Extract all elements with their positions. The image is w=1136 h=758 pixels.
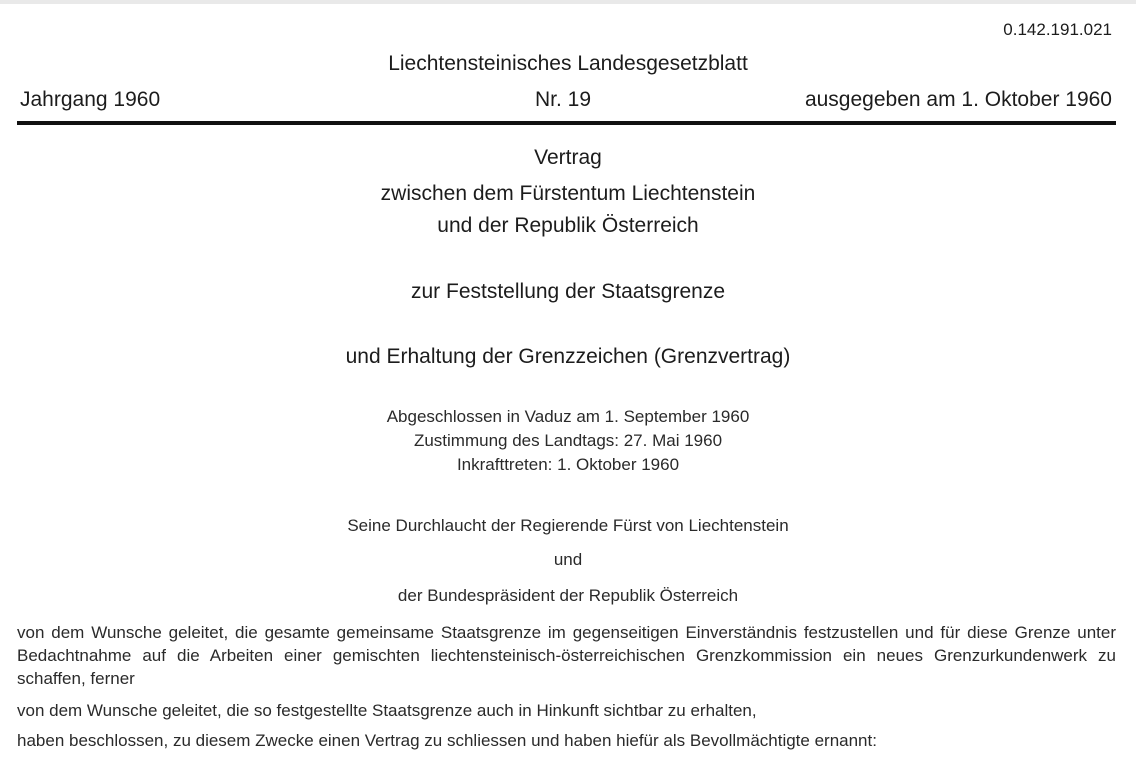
gazette-title: Liechtensteinisches Landesgesetzblatt [388, 52, 748, 75]
treaty-title-line5: und Erhaltung der Grenzzeichen (Grenzvertrag) [345, 345, 791, 368]
issue-row [20, 88, 1112, 114]
issue-number: Nr. 19 [535, 88, 592, 111]
preamble-paragraph-1: von dem Wunsche geleitet, die gesamte gemeinsame Staatsgrenze im gegenseitigen Einverständnis festzustellen und für diese Grenze unter Bedachtnahme auf die Arbeiten einer gemischten liechtensteinisch-österreichischen Grenzkommission ein neues Grenzurkundenwerk zu schaffen, ferner [17, 623, 1116, 688]
preamble-paragraph-3: haben beschlossen, zu diesem Zwecke einen Vertrag zu schliessen und haben hiefür als Bevollmächtigte ernannt: [17, 731, 877, 750]
treaty-title-line4: zur Feststellung der Staatsgrenze [411, 280, 725, 303]
approval-date: Zustimmung des Landtags: 27. Mai 1960 [413, 431, 723, 450]
entry-into-force: Inkrafttreten: 1. Oktober 1960 [456, 455, 680, 474]
top-bar [0, 0, 1136, 4]
treaty-title-line1: Vertrag [534, 146, 602, 169]
treaty-title-line3: und der Republik Österreich [437, 214, 699, 237]
party-1: Seine Durchlaucht der Regierende Fürst von Liechtenstein [347, 516, 789, 535]
party-conjunction: und [553, 550, 583, 569]
header-rule [17, 121, 1116, 125]
party-2: der Bundespräsident der Republik Österreich [397, 586, 739, 605]
document-number: 0.142.191.021 [1003, 20, 1112, 39]
preamble-paragraph-2: von dem Wunsche geleitet, die so festgestellte Staatsgrenze auch in Hinkunft sichtbar zu erhalten, [17, 701, 757, 720]
issue-year: Jahrgang 1960 [20, 88, 161, 111]
treaty-meta [0, 405, 1136, 477]
treaty-title-line2: zwischen dem Fürstentum Liechtenstein [380, 182, 756, 205]
issue-date: ausgegeben am 1. Oktober 1960 [804, 88, 1112, 111]
concluded-date: Abgeschlossen in Vaduz am 1. September 1960 [386, 407, 750, 426]
